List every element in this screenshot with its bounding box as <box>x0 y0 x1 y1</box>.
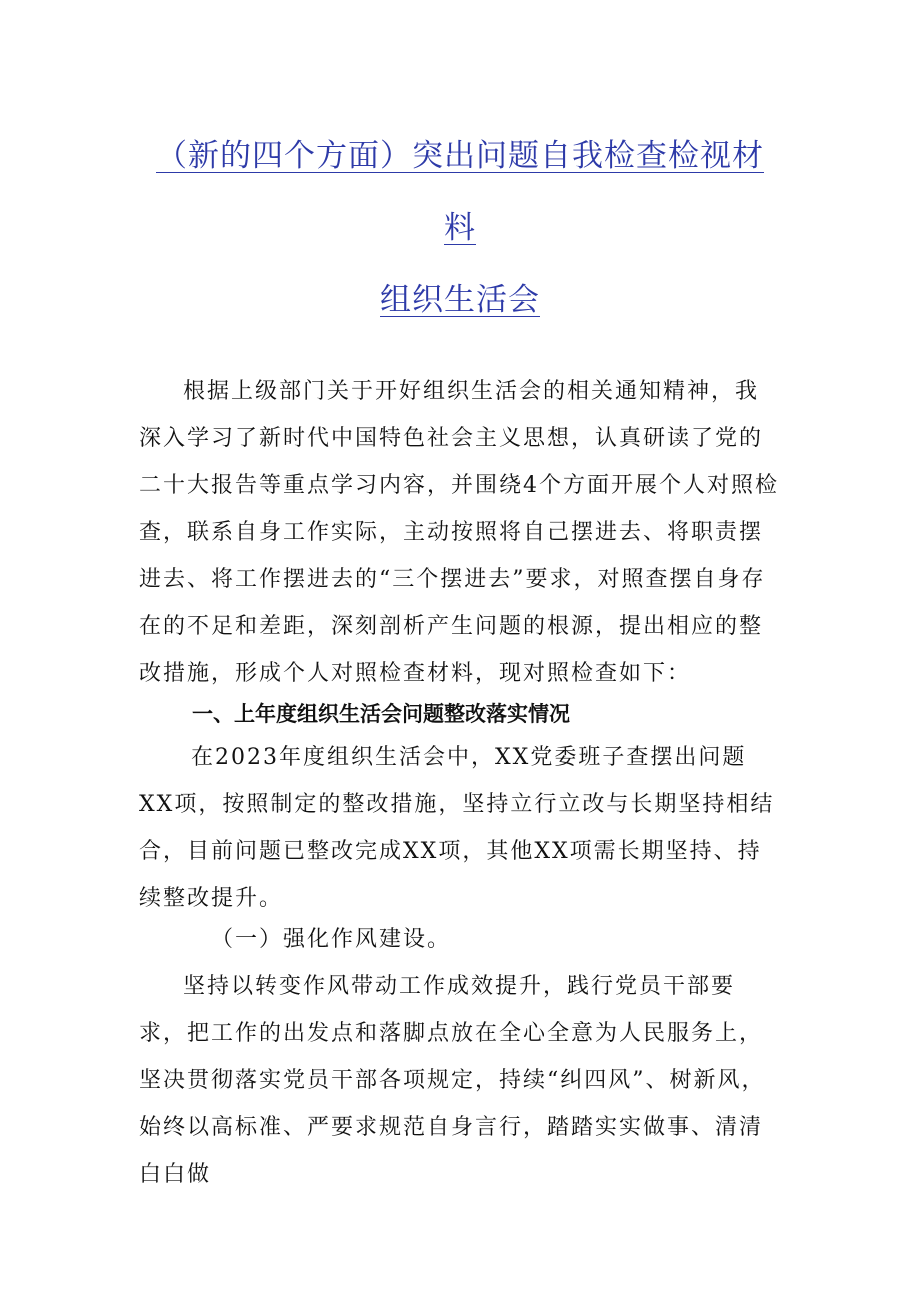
subsection-heading-1: （一）强化作风建设。 <box>211 927 452 952</box>
document-title-line-1: （新的四个方面）突出问题自我检查检视材 <box>156 138 764 174</box>
document-subtitle: 组织生活会 <box>380 282 540 318</box>
section-heading-1: 一、上年度组织生活会问题整改落实情况 <box>192 702 570 726</box>
document-title-line-2: 料 <box>444 210 476 246</box>
section-1-paragraph: 在2023年度组织生活会中，XX党委班子查摆出问题XX项，按照制定的整改措施，坚持立行立改与长期坚持相结合，目前问题已整改完成XX项，其他XX项需长期坚持、持续整改提升。 <box>139 745 775 911</box>
intro-paragraph: 根据上级部门关于开好组织生活会的相关通知精神，我深入学习了新时代中国特色社会主义思想，认真研读了党的二十大报告等重点学习内容，并围绕4个方面开展个人对照检查，联系自身工作实际，主动按照将自己摆进去、将职责摆进去、将工作摆进去的“三个摆进去”要求，对照查摆自身存在的不足和差距，深刻剖析产生问题的根源，提出相应的整改措施，形成个人对照检查材料，现对照检查如下： <box>139 379 779 686</box>
subsection-1-paragraph: 坚持以转变作风带动工作成效提升，践行党员干部要求，把工作的出发点和落脚点放在全心全意为人民服务上，坚决贯彻落实党员干部各项规定，持续“纠四风”、树新风，始终以高标准、严要求规范自身言行，踏踏实实做事、清清白白做 <box>139 974 766 1187</box>
